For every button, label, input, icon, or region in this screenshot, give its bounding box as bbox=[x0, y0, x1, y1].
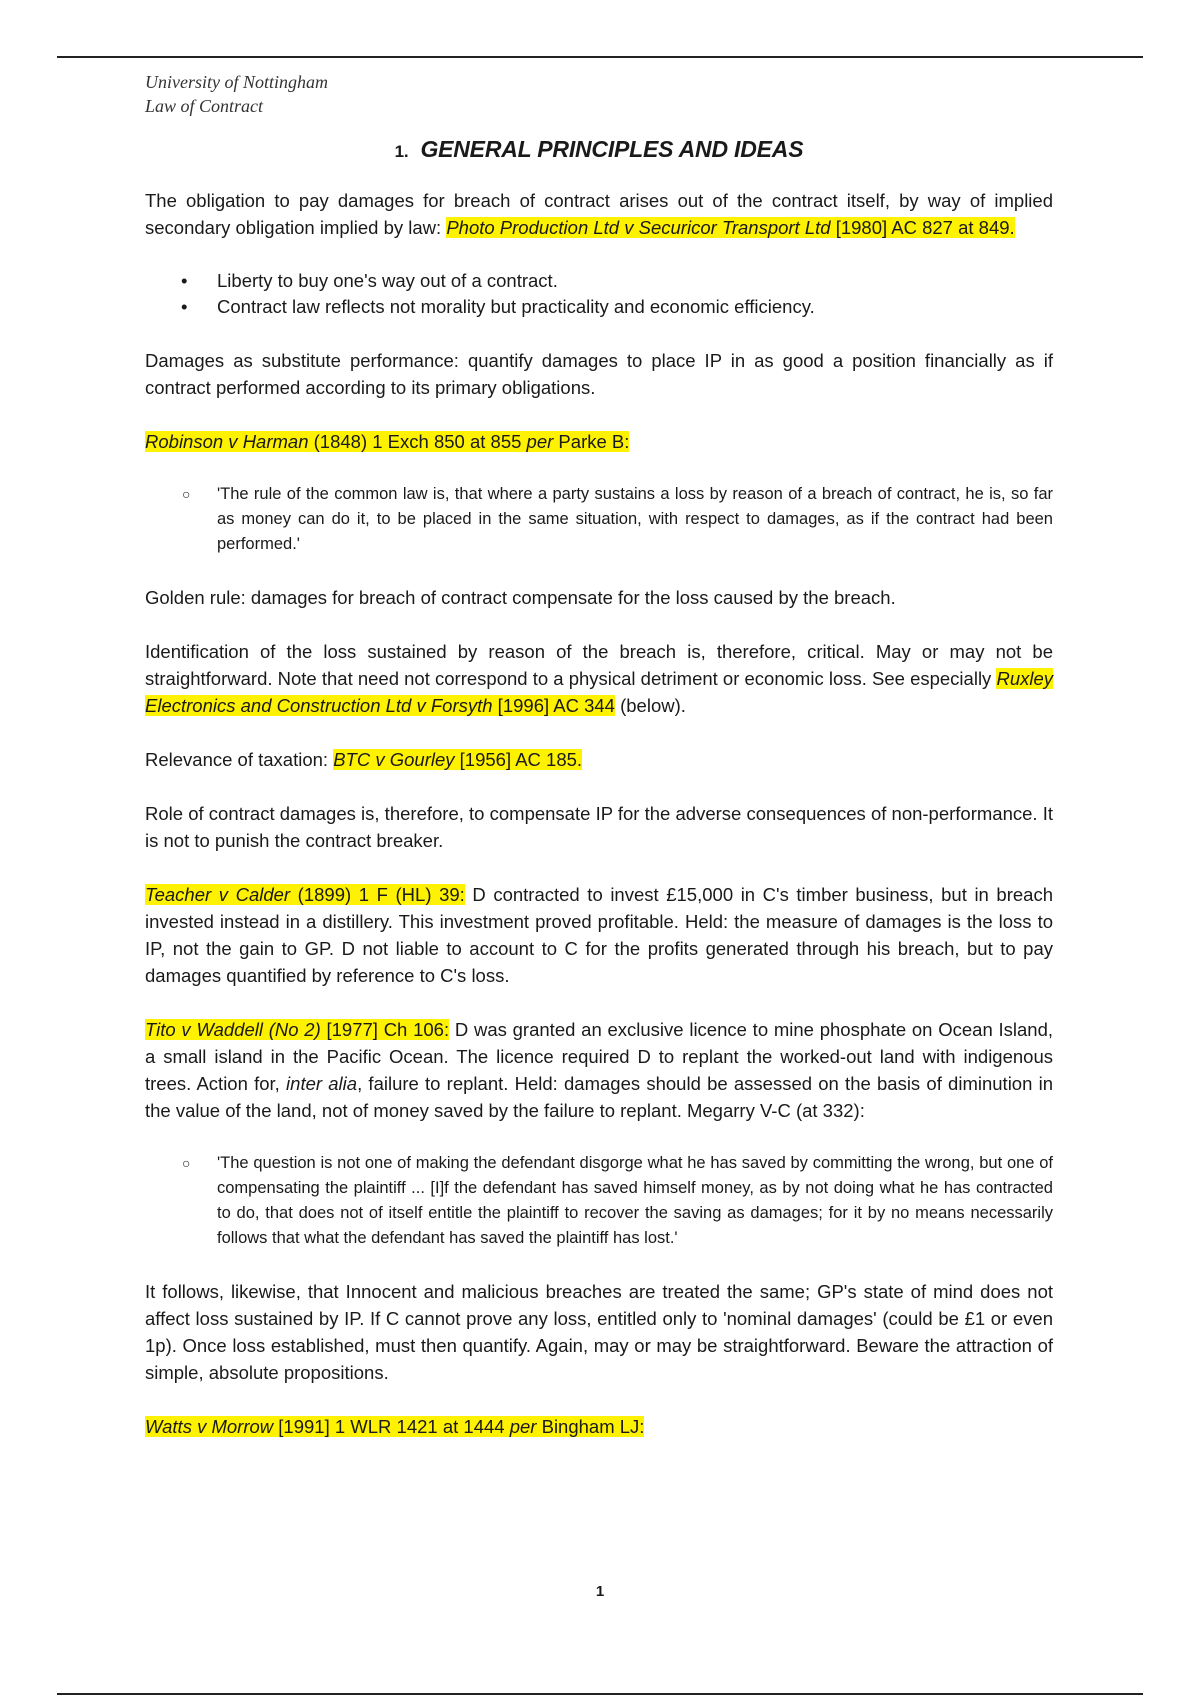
case-heading-robinson bbox=[145, 428, 1053, 455]
case-citation: [1956] AC 185. bbox=[454, 749, 583, 770]
case-tito-waddell: Tito v Waddell (No 2) bbox=[145, 1019, 321, 1040]
circle-bullet-icon: ○ bbox=[182, 486, 191, 502]
list-item-text: Contract law reflects not morality but practicality and economic efficiency. bbox=[217, 296, 815, 317]
section-number: 1. bbox=[394, 142, 409, 161]
case-citation: [1996] AC 344 bbox=[492, 695, 615, 716]
section-title bbox=[145, 136, 1053, 163]
bullet-list bbox=[145, 268, 1053, 320]
bullet-icon: • bbox=[181, 296, 188, 317]
paragraph-text: , failure to replant. Held: damages should be assessed on the basis of diminution in the value of the land, not of money saved by the failure to replant. Megarry V-C (at 332): bbox=[145, 1073, 1054, 1121]
paragraph-text: Identification of the loss sustained by reason of the breach is, therefore, critical. May or may not be straightforward. Note that need not correspond to a physical detriment or economic loss. See especially bbox=[145, 641, 1053, 689]
case-citation: [1991] 1 WLR 1421 at 1444 bbox=[273, 1416, 510, 1437]
paragraph-golden-rule: Golden rule: damages for breach of contract compensate for the loss caused by the breach. bbox=[145, 587, 896, 608]
quote-text: 'The question is not one of making the defendant disgorge what he has saved by committing the wrong, but one of compensating the plaintiff ... [I]f the defendant has saved himself money, as by not doing what he has contracted to do, that does not of itself entitle the plaintiff to recover the saving as damages; for it by no means necessarily follows that what the defendant has saved the plaintiff has lost.' bbox=[217, 1154, 1053, 1247]
case-per: per bbox=[509, 1416, 537, 1437]
paragraph-tito-waddell bbox=[145, 1016, 1053, 1124]
document-page bbox=[145, 70, 1053, 1440]
latin-phrase: inter alia bbox=[286, 1073, 358, 1094]
case-citation: [1980] AC 827 at 849. bbox=[830, 217, 1015, 238]
paragraph-text: The obligation to pay damages for breach of contract arises out of the contract itself, by way of implied secondary obligation implied by law: bbox=[145, 190, 1053, 238]
section-title-text: GENERAL PRINCIPLES AND IDEAS bbox=[420, 136, 804, 162]
paragraph-obligation bbox=[145, 187, 1053, 241]
quote-robinson bbox=[145, 482, 1053, 557]
case-heading-watts bbox=[145, 1413, 1053, 1440]
list-item bbox=[145, 294, 1053, 320]
list-item-text: Liberty to buy one's way out of a contract. bbox=[217, 270, 558, 291]
case-photo-production: Photo Production Ltd v Securicor Transport Ltd bbox=[446, 217, 831, 238]
case-btc-gourley: BTC v Gourley bbox=[333, 749, 455, 770]
paragraph-text: D was granted an exclusive licence to mine phosphate on Ocean Island, a small island in the Pacific Ocean. The licence required D to replant the worked-out land with indigenous trees. Action for, bbox=[145, 1019, 1054, 1094]
paragraph-taxation bbox=[145, 746, 1053, 773]
paragraph-identification bbox=[145, 638, 1053, 719]
case-watts-morrow: Watts v Morrow bbox=[145, 1416, 274, 1437]
case-per: per bbox=[526, 431, 554, 452]
list-item bbox=[145, 268, 1053, 294]
case-judge: Parke B: bbox=[553, 431, 630, 452]
case-citation: (1899) 1 F (HL) 39: bbox=[290, 884, 465, 905]
paragraph-text: D contracted to invest £15,000 in C's timber business, but in breach invested instead in a distillery. This investment proved profitable. Held: the measure of damages is the loss to IP, not the gain to GP. D not liable to account to C for the profits generated through his breach, but to pay damages quantified by reference to C's loss. bbox=[145, 884, 1053, 986]
paragraph-role: Role of contract damages is, therefore, to compensate IP for the adverse consequences of non-performance. It is not to punish the contract breaker. bbox=[145, 803, 1053, 851]
institution-name: University of Nottingham bbox=[145, 72, 328, 92]
case-citation: (1848) 1 Exch 850 at 855 bbox=[308, 431, 527, 452]
bullet-icon: • bbox=[181, 270, 188, 291]
course-name: Law of Contract bbox=[145, 96, 264, 116]
paragraph-text: (below). bbox=[614, 695, 686, 716]
quote-text: 'The rule of the common law is, that where a party sustains a loss by reason of a breach of contract, he is, so far as money can do it, to be placed in the same situation, with respect to damages, as if the contract had been performed.' bbox=[217, 485, 1053, 553]
case-citation: [1977] Ch 106: bbox=[320, 1019, 450, 1040]
header-rule bbox=[57, 56, 1143, 58]
case-teacher-calder: Teacher v Calder bbox=[145, 884, 291, 905]
paragraph-teacher-calder bbox=[145, 881, 1053, 989]
case-robinson-harman: Robinson v Harman bbox=[145, 431, 309, 452]
circle-bullet-icon: ○ bbox=[182, 1155, 191, 1171]
paragraph-text: Relevance of taxation: bbox=[145, 749, 334, 770]
case-judge: Bingham LJ: bbox=[536, 1416, 645, 1437]
page-number: 1 bbox=[595, 1583, 605, 1600]
case-ruxley: Ruxley Electronics and Construction Ltd v Forsyth bbox=[145, 668, 1054, 716]
paragraph-follows: It follows, likewise, that Innocent and malicious breaches are treated the same; GP's state of mind does not affect loss sustained by IP. If C cannot prove any loss, entitled only to 'nominal damages' (could be £1 or even 1p). Once loss established, must then quantify. Again, may or may be straightforward. Beware the attraction of simple, absolute propositions. bbox=[145, 1281, 1053, 1383]
quote-megarry bbox=[145, 1151, 1053, 1251]
footer-rule bbox=[57, 1693, 1143, 1695]
paragraph-substitute-performance: Damages as substitute performance: quantify damages to place IP in as good a position financially as if contract performed according to its primary obligations. bbox=[145, 350, 1053, 398]
